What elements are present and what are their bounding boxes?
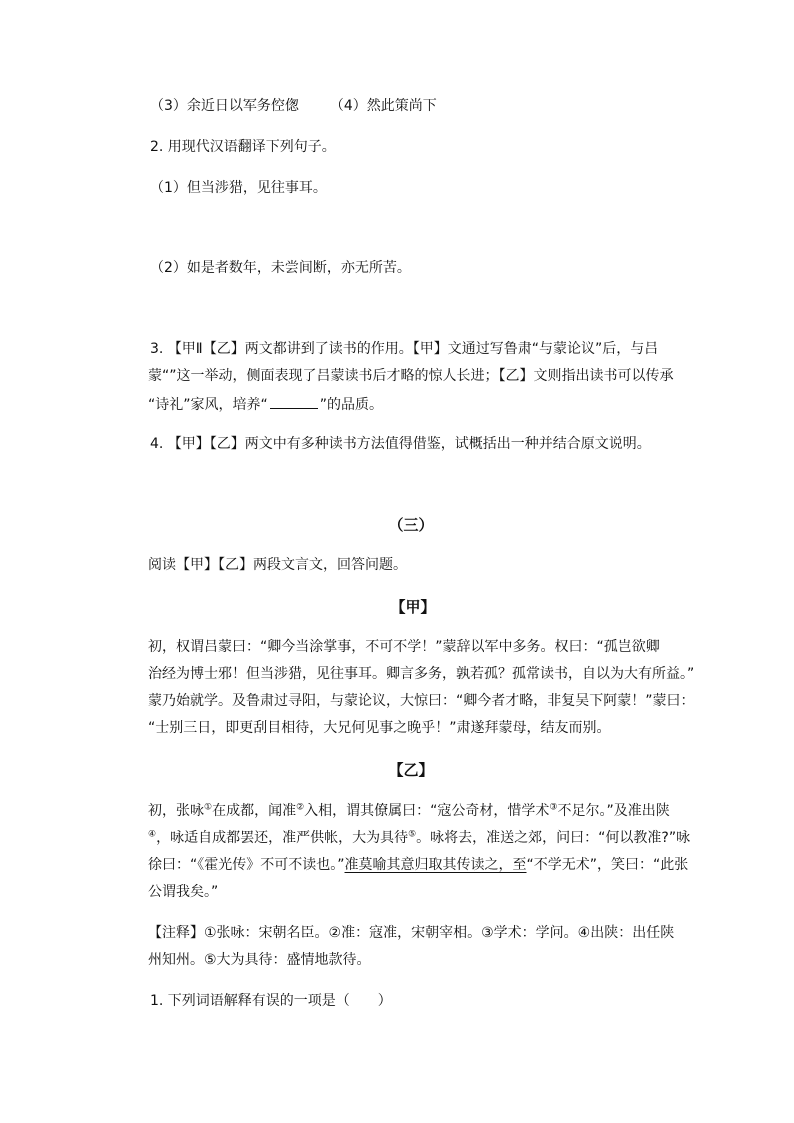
jia-line-2: 治经为博士邪！但当涉猎，见往事耳。卿言多务，孰若孤？孤常读书，自以为大有所益。” [148, 666, 695, 682]
q1-items [150, 96, 437, 116]
q2-stem: 2. 用现代汉语翻译下列句子。 [150, 139, 336, 155]
jia-line-4: “士别三日，即更刮目相待，大兄何见事之晚乎！”肃遂拜蒙母，结友而别。 [148, 720, 611, 736]
jia-line-1: 初，权谓吕蒙曰：“卿今当涂掌事，不可不学！”蒙辞以军中多务。权曰：“孤岂欲卿 [148, 639, 660, 655]
section-heading: （三） [388, 516, 434, 534]
note-marker: ④ [148, 829, 157, 840]
jia-line-3: 蒙乃始就学。及鲁肃过寻阳，与蒙论议，大惊曰：“卿今者才略，非复吴下阿蒙！”蒙曰： [148, 693, 695, 709]
jia-label: 【甲】 [390, 598, 436, 616]
yi-line-4: 公谓我矣。” [148, 884, 219, 900]
q3-line-2: 蒙“”这一举动，侧面表现了吕蒙读书后才略的惊人长进；【乙】文则指出读书可以传承 [148, 368, 674, 384]
note-marker: ① [204, 802, 213, 813]
q2-sentence-2: （2）如是者数年，未尝间断，亦无所苦。 [150, 260, 411, 276]
item-3: （3）余近日以军务倥偬 [150, 98, 299, 114]
yi-line-1: 初，张咏①在成都，闻准②入相，谓其僚属曰：“寇公奇材，惜学术③不足尔。”及准出陕 [148, 802, 670, 819]
section-intro: 阅读【甲】【乙】两段文言文，回答问题。 [148, 557, 407, 573]
note-marker: ② [296, 802, 305, 813]
answer-blank[interactable] [270, 394, 318, 409]
notes-line-2: 州知州。⑤大为具待：盛情地款待。 [148, 952, 371, 968]
q4-text: 4. 【甲】【乙】两文中有多种读书方法值得借鉴，试概括出一种并结合原文说明。 [150, 436, 651, 452]
q1-stem: 1. 下列词语解释有误的一项是（ ） [150, 993, 392, 1009]
note-marker: ⑤ [408, 829, 417, 840]
item-4: （4）然此策尚下 [329, 98, 437, 114]
q3-line-3: “诗礼”家风，培养“ ”的品质。 [148, 394, 383, 415]
yi-line-2: ④，咏适自成都罢还，准严供帐，大为具待⑤。咏将去，准送之郊，问曰：“何以教准?”咏 [148, 829, 691, 846]
yi-line-3: 徐曰：“《霍光传》不可不读也。”准莫喻其意归取其传读之，至“不学无术”，笑曰：“此张 [148, 857, 689, 873]
yi-label: 【乙】 [388, 761, 434, 779]
underlined-sentence: 准莫喻其意归取其传读之，至 [344, 857, 527, 873]
q2-sentence-1: （1）但当涉猎，见往事耳。 [150, 180, 327, 196]
q3-line-1: 3. 【甲Ⅱ【乙】两文都讲到了读书的作用。【甲】文通过写鲁肃“与蒙论议”后，与吕 [150, 341, 659, 357]
notes-line-1: 【注释】①张咏：宋朝名臣。②准：寇准，宋朝宰相。③学术：学问。④出陕：出任陕 [148, 925, 675, 941]
note-marker: ③ [549, 802, 558, 813]
